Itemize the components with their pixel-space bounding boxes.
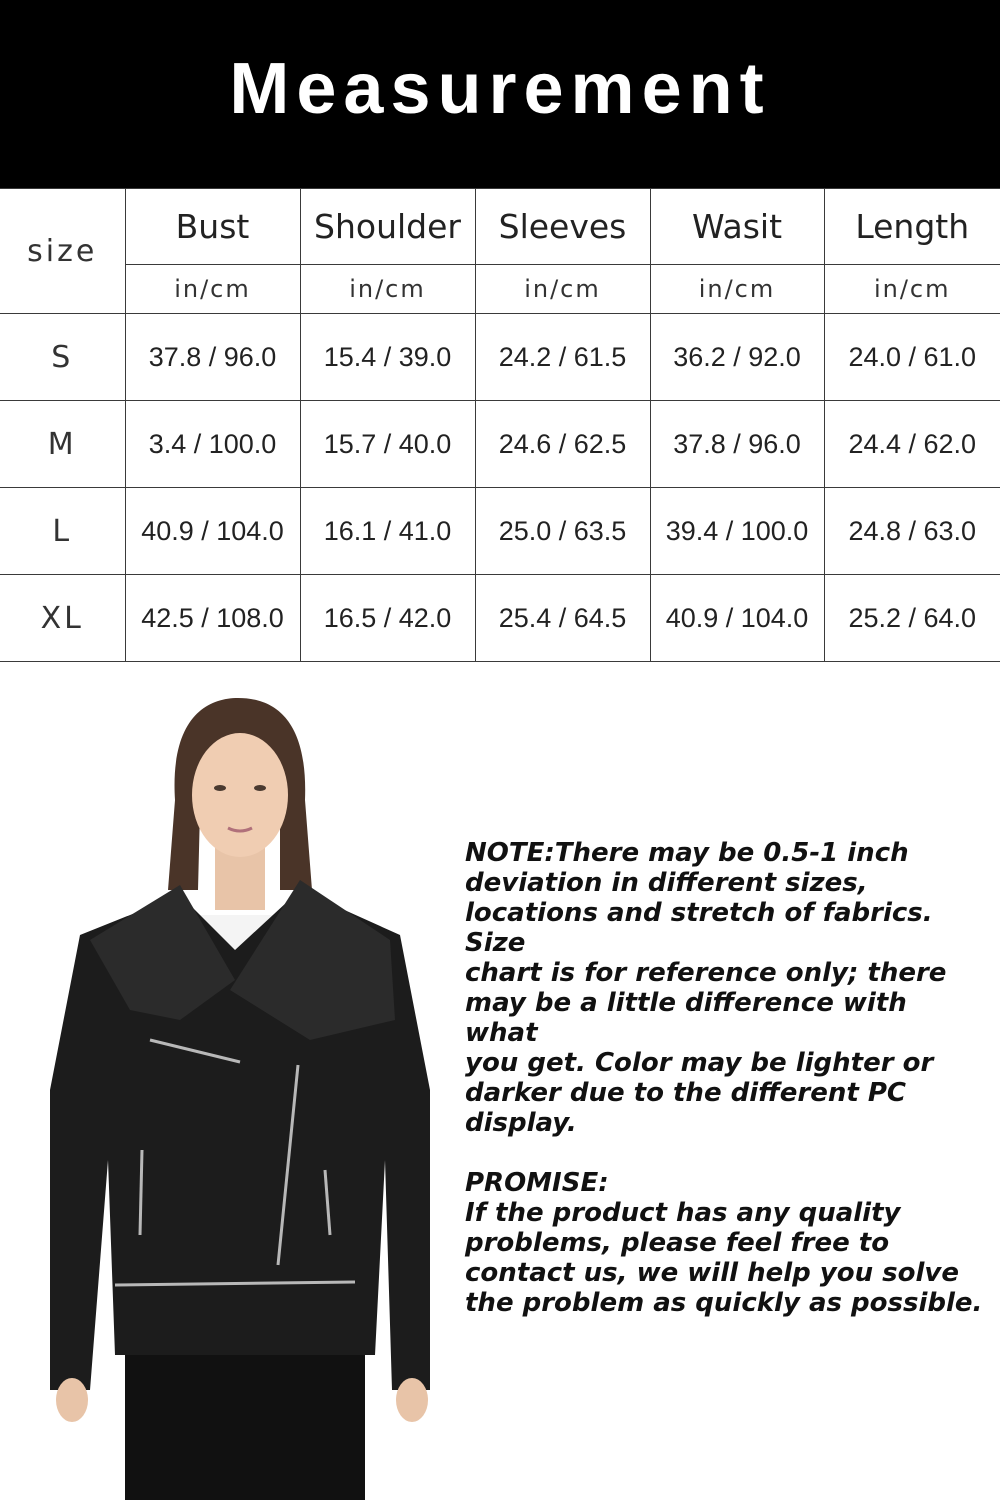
- table-cell: 37.8 / 96.0: [650, 401, 824, 488]
- column-header-waist: Wasit: [650, 189, 824, 265]
- unit-label: in/cm: [300, 265, 475, 314]
- hand-right: [396, 1378, 428, 1422]
- table-cell: 15.7 / 40.0: [300, 401, 475, 488]
- zipper-pocket-left: [140, 1150, 142, 1235]
- table-cell: 25.4 / 64.5: [475, 575, 650, 662]
- table-cell: 42.5 / 108.0: [125, 575, 300, 662]
- table-cell: 24.0 / 61.0: [824, 314, 1000, 401]
- promise-line: If the product has any quality: [465, 1198, 901, 1228]
- size-cell: XL: [0, 575, 125, 662]
- column-header-bust: Bust: [125, 189, 300, 265]
- header-banner: [0, 0, 1000, 188]
- unit-label: in/cm: [650, 265, 824, 314]
- size-cell: L: [0, 488, 125, 575]
- table-row: [0, 488, 1000, 575]
- size-chart-table: [0, 188, 1000, 662]
- table-cell: 40.9 / 104.0: [125, 488, 300, 575]
- promise-line: PROMISE:: [465, 1168, 609, 1198]
- column-header-length: Length: [824, 189, 1000, 265]
- table-row: [0, 575, 1000, 662]
- table-cell: 16.5 / 42.0: [300, 575, 475, 662]
- table-cell: 25.2 / 64.0: [824, 575, 1000, 662]
- table-cell: 3.4 / 100.0: [125, 401, 300, 488]
- page-title: Measurement: [229, 49, 771, 129]
- pants-shape: [125, 1355, 365, 1500]
- note-line: you get. Color may be lighter or: [465, 1048, 934, 1078]
- note-line: locations and stretch of fabrics. Size: [465, 898, 933, 958]
- promise-line: contact us, we will help you solve: [465, 1258, 959, 1288]
- note-text: [465, 838, 985, 1138]
- hand-left: [56, 1378, 88, 1422]
- note-line: may be a little difference with what: [465, 988, 907, 1048]
- table-cell: 39.4 / 100.0: [650, 488, 824, 575]
- table-cell: 24.8 / 63.0: [824, 488, 1000, 575]
- promise-text: [465, 1168, 985, 1318]
- promise-line: the problem as quickly as possible.: [465, 1288, 983, 1318]
- size-column-header: size: [0, 189, 125, 314]
- table-cell: 24.4 / 62.0: [824, 401, 1000, 488]
- unit-label: in/cm: [125, 265, 300, 314]
- unit-label: in/cm: [475, 265, 650, 314]
- table-row: [0, 401, 1000, 488]
- model-photo: [30, 690, 450, 1500]
- table-cell: 16.1 / 41.0: [300, 488, 475, 575]
- table-row: [0, 314, 1000, 401]
- size-cell: M: [0, 401, 125, 488]
- unit-label: in/cm: [824, 265, 1000, 314]
- table-cell: 37.8 / 96.0: [125, 314, 300, 401]
- note-line: darker due to the different PC: [465, 1078, 907, 1108]
- eye-right: [254, 785, 266, 791]
- table-cell: 25.0 / 63.5: [475, 488, 650, 575]
- note-line: deviation in different sizes,: [465, 868, 868, 898]
- face-shape: [192, 733, 288, 857]
- table-cell: 15.4 / 39.0: [300, 314, 475, 401]
- column-header-shoulder: Shoulder: [300, 189, 475, 265]
- promise-line: problems, please feel free to: [465, 1228, 890, 1258]
- column-header-sleeves: Sleeves: [475, 189, 650, 265]
- table-cell: 24.2 / 61.5: [475, 314, 650, 401]
- size-cell: S: [0, 314, 125, 401]
- table-cell: 36.2 / 92.0: [650, 314, 824, 401]
- eye-left: [214, 785, 226, 791]
- note-line: NOTE:There may be 0.5-1 inch: [465, 838, 909, 868]
- note-line: chart is for reference only; there: [465, 958, 947, 988]
- unit-row: [0, 265, 1000, 314]
- table-cell: 40.9 / 104.0: [650, 575, 824, 662]
- table-header-row: [0, 189, 1000, 265]
- table-cell: 24.6 / 62.5: [475, 401, 650, 488]
- note-line: display.: [465, 1108, 577, 1138]
